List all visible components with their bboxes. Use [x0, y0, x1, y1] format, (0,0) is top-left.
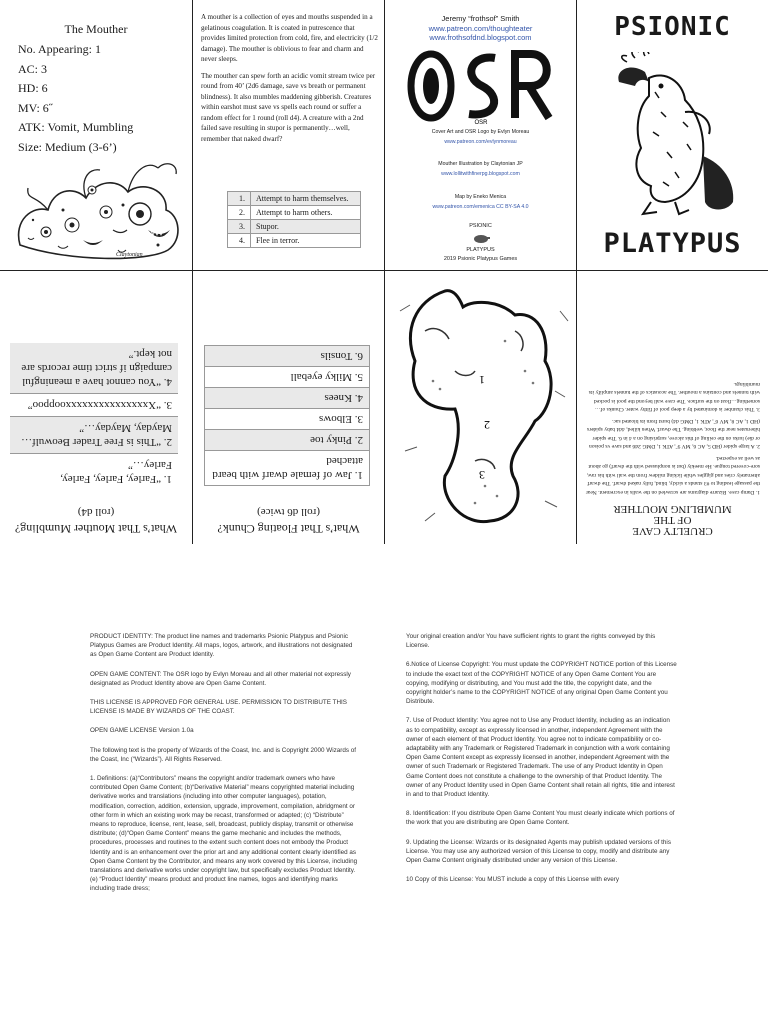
table-cell: 4.	[228, 234, 251, 248]
credit-link[interactable]: www.lollitwithfinerpg.blogspot.com	[441, 170, 520, 177]
table-row	[228, 206, 361, 220]
mumbling-list	[10, 343, 178, 490]
license-paragraph: 9. Updating the License: Wizards or its designated Agents may publish updated versions of this License. You may use any authorized version of this License to copy, modify and distribute any Open Game Content originally distributed under any version of this License.	[406, 838, 671, 865]
panel-mouther-description	[193, 0, 384, 270]
description-text	[201, 12, 379, 150]
mouther-illustration	[8, 150, 188, 265]
table-cell: 3.	[228, 220, 251, 234]
key-entry: 3. This chamber is dominated by a deep pool of filthy water. Chunks of…something…float on the surface. The cave wall beyond the pool is pocked with tunnels and contains a mouther. The acoustics of the tunnels amplify its mumblings.	[588, 381, 760, 413]
license-paragraph: The following text is the property of Wizards of the Coast, Inc. and is Copyright 2000 Wizards of the Coast, Inc (“Wizards”). All Rights Reserved.	[90, 746, 356, 763]
list-item: 2. Pinky toe	[204, 429, 370, 450]
stat-line: MV: 6˝	[18, 100, 53, 115]
license-paragraph: OPEN GAME LICENSE Version 1.0a	[90, 727, 194, 735]
license-paragraph: OPEN GAME CONTENT: The OSR logo by Evlyn Moreau and all other material not expressly designated as Product Identity above are Open Game Content.	[90, 670, 351, 687]
list-item: 5. Milky eyeball	[204, 366, 370, 387]
panel-cave-key	[577, 271, 768, 544]
cave-title-line: MUMBLING MOUTHER	[613, 503, 732, 515]
table-cell: Flee in terror.	[251, 234, 361, 248]
cave-map	[385, 271, 576, 544]
list-item: 1. Jaw of female dwarf with beard attached	[204, 450, 370, 486]
key-entry: 1. Damp cave. Bizarre diagrams are scrawled on the walls in excrement. Near the passage leading to #3 stands a sickly, blind, fully naked dwarf. The dwarf alternately cries and giggles while licking mildew from the wall with his raw, sore-covered tongue. He meekly (but is nonplussed with the dwarf) go about as well as expected.	[585, 455, 760, 495]
description-paragraph: A mouther is a collection of eyes and mouths suspended in a gelatinous coagulation. It is coated in putrescence that provides limited protection from cold, fire, and electricity (1/2 damage). The mouther is oblivious to fear and charm and never sleeps.	[201, 13, 378, 63]
panel-mouther-stats	[0, 0, 192, 270]
list-item: 6. Tonsils	[204, 345, 370, 366]
logo-text: OSR	[474, 120, 488, 126]
table-subtitle: (roll d6 twice)	[257, 506, 320, 518]
list-item: 4. “You cannot have a meaningful campaign if strict time records are not kept.”	[10, 343, 178, 393]
author-link[interactable]: www.patreon.com/thoughteater	[428, 23, 533, 33]
license-paragraph: 7. Use of Product Identity: You agree not to Use any Product Identity, including as an indication as to compatibility, except as expressly licensed in another, independent Agreement with the owner of each element of that Product Identity. You agree not to indicate compatibility or co-adaptability with any Trademark or Registered Trademark in conjunction with a work containing Open Game Content except as expressly licensed in another, independent Agreement with the owner of such Trademark or Registered Trademark. The use of any Product Identity in Open Game Content does not constitute a challenge to the ownership of that Product Identity. The owner of any Product Identity used in Open Game Content shall retain all rights, title and interest in and to that Product Identity.	[406, 717, 675, 799]
credit-link[interactable]: www.patreon.com/evlynmoreau	[444, 138, 517, 145]
credit-line: Mouther Illustration by Claytonian JP	[438, 161, 523, 167]
table-row	[228, 234, 361, 248]
table-subtitle: (roll d4)	[77, 506, 115, 518]
cover-credit	[385, 128, 576, 147]
list-item: 4. Knees	[204, 387, 370, 408]
stat-line: No. Appearing: 1	[18, 42, 101, 56]
stat-line: ATK: Vomit, Mumbling	[18, 120, 134, 134]
license-paragraph: 8. Identification: If you distribute Open Game Content You must clearly indicate which portions of the work that you are distributing are Open Game Content.	[406, 810, 675, 827]
cave-title-line: OF THE	[653, 514, 692, 526]
cave-title-line: CRUELTY CAVE	[632, 525, 713, 537]
cover-title-bottom: PLATYPUS	[603, 228, 742, 259]
stat-block	[18, 40, 133, 157]
panel-mumbling-table	[0, 271, 192, 544]
table-title: What’s That Floating Chunk?	[217, 522, 360, 536]
mumbling-effects-table	[227, 191, 361, 248]
license-left-column	[90, 632, 358, 904]
map-room-label: 1	[479, 373, 485, 387]
list-item: 2. “This is Free Trader Beowulf…Mayday, Mayday…”	[10, 416, 178, 453]
table-cell: 1.	[228, 192, 251, 206]
cave-title	[577, 503, 768, 536]
credit-line: Map by Eneko Menica	[454, 194, 507, 200]
panel-floating-chunk-table	[193, 271, 384, 544]
publisher-copyright: 2019 Psionic Platypus Games	[443, 256, 518, 262]
platypus-icon	[471, 232, 491, 244]
platypus-illustration	[605, 52, 755, 222]
credit-link[interactable]: www.patreon.com/emenica CC BY-SA 4.0	[432, 203, 529, 210]
cover-title-top: PSIONIC	[614, 12, 731, 42]
license-paragraph: 1. Definitions: (a)“Contributors” means the copyright and/or trademark owners who have contributed Open Game Content; (b)“Derivative Material” means copyrighted material including derivative works and translations (including into other computer languages), potation, modification, correction, addition, extension, upgrade, improvement, compilation, abridgment or other form in which an existing work may be recast, transformed or adapted; (c) “Distribute” means to reproduce, license, rent, lease, sell, broadcast, publicly display, transmit or otherwise distribute; (d)“Open Game Content” means the game mechanic and includes the methods, procedures, processes and routines to the extent such content does not embody the Product Identity and is an enhancement over the prior art and any additional content clearly identified as Open Game Content by the Contributor, and means any work covered by this License, including translations and derivative works under copyright law, but specifically excludes Product Identity. (e) “Product Identity” means product and product line names, logos and identifying marks including trade dress;	[90, 775, 358, 893]
table-cell: Attempt to harm themselves.	[251, 192, 361, 206]
panel-cave-map	[385, 271, 576, 544]
list-item: 3. “Xxxxxxxxxxxxxxxxooppoo”	[10, 393, 178, 416]
cave-key-text	[584, 380, 760, 497]
license-paragraph: 6.Notice of License Copyright: You must update the COPYRIGHT NOTICE portion of this License to include the exact text of the COPYRIGHT NOTICE of any Open Game Content You are copying, modifying or distributing, and You must add the title, the copyright date, and the copyright holder’s name to the COPYRIGHT NOTICE of any original Open Game Content you Distribute.	[406, 661, 677, 706]
stat-line: Size: Medium (3-6’)	[18, 139, 117, 154]
table-row	[228, 192, 361, 206]
osr-logo	[407, 46, 555, 126]
author-link[interactable]: www.frothsofdnd.blogspot.com	[429, 33, 532, 42]
license-paragraph: 10 Copy of this License: You MUST include a copy of this License with every	[406, 876, 620, 884]
table-cell: 2.	[228, 206, 251, 220]
stat-line: HD: 6	[18, 81, 48, 95]
table-row	[228, 220, 361, 234]
list-item: 1. “Farley, Farley, Farley, Farley…”	[10, 453, 178, 490]
publisher-name: PLATYPUS	[466, 246, 495, 253]
table-cell: Stupor.	[251, 220, 361, 234]
panel-credits	[385, 0, 576, 270]
credits-header	[385, 14, 576, 43]
key-entry: 2. A large spider (HD 5, AC 6, MV 9˝, ATK 1, DMG 2d6 and save vs poison or die) lurks on the ceiling of this alcove, surprising on a 4 in 6. The spider hibernates near the floor, webbing. The dwarf. When killed, 4d4 baby spiders (HD 1, AC 8, MV 6˝, ATK 1, DMG d4) burst from its bloated sac.	[586, 418, 760, 450]
license-paragraph: PRODUCT IDENTITY: The product line names and trademarks Psionic Platypus and Psionic Platypus Games are Product Identity. All maps, logos, artwork, and illustrations not designated as Open Game Content are Product Identity.	[90, 633, 353, 659]
map-room-label: 3	[479, 468, 485, 482]
license-right-column	[406, 632, 678, 894]
panel-cover	[577, 0, 768, 270]
stat-line: AC: 3	[18, 61, 48, 76]
monster-title: The Mouther	[64, 22, 128, 36]
map-room-label: 2	[484, 418, 490, 432]
list-item: 3. Elbows	[204, 408, 370, 429]
chunk-list	[204, 345, 370, 486]
credit-line: Cover Art and OSR Logo by Evlyn Moreau	[431, 129, 530, 135]
license-paragraph: THIS LICENSE IS APPROVED FOR GENERAL USE. PERMISSION TO DISTRIBUTE THIS LICENSE IS MADE BY WIZARDS OF THE COAST.	[90, 699, 347, 716]
license-paragraph: Your original creation and/or You have sufficient rights to grant the rights conveyed by this License.	[406, 633, 656, 650]
mouther-credit	[385, 160, 576, 179]
table-title: What’s That Mouther Mumbling?	[14, 522, 178, 536]
author-name: Jeremy “frothsof” Smith	[441, 14, 520, 23]
map-credit	[385, 193, 576, 212]
description-paragraph: The mouther can spew forth an acidic vomit stream twice per round from 40’ (2d6 damage, save vs breath or permanent blindness). It also mumbles maddening gibberish. Creatures within earshot must save vs spells each round or suffer a random effect for 1 round (roll d4). A creature with a 2nd failed save resulting in stupor is permanently…well, remember that naked dwarf?	[201, 71, 376, 143]
publisher-name: PSIONIC	[469, 223, 492, 229]
table-cell: Attempt to harm others.	[251, 206, 361, 220]
artist-signature: Claytonian	[116, 252, 143, 258]
publisher-credit	[385, 222, 576, 265]
